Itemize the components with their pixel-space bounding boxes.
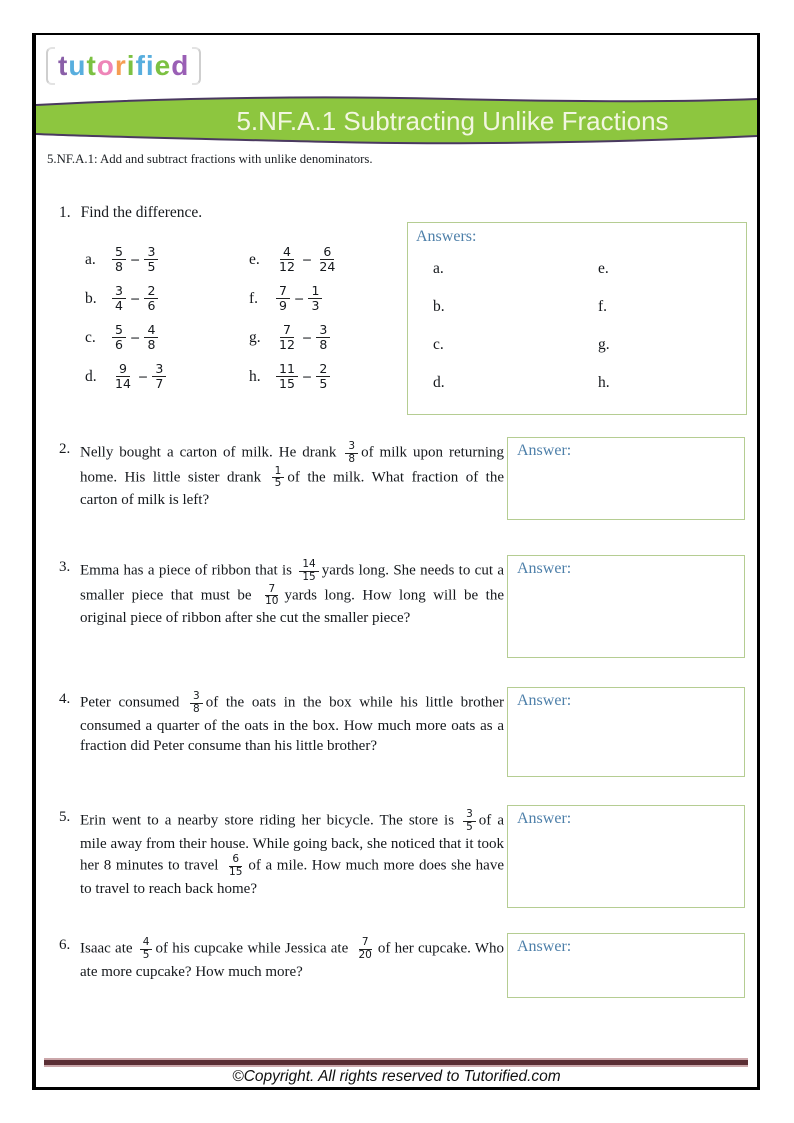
logo-letter: t — [58, 50, 69, 81]
answer-slot: c. — [433, 336, 444, 353]
fraction-numerator: 3 — [144, 245, 158, 260]
exercise-label: g. — [249, 328, 261, 346]
fraction-numerator: 6 — [229, 854, 242, 867]
answer-box — [507, 805, 745, 908]
exercise-label: c. — [85, 328, 96, 346]
logo-letter: t — [86, 50, 97, 81]
fraction-denominator: 8 — [115, 259, 123, 274]
fraction — [276, 323, 298, 352]
exercise-label: a. — [85, 250, 96, 268]
fraction-numerator: 14 — [299, 559, 318, 572]
fraction — [140, 937, 153, 962]
exercise-item — [85, 279, 249, 318]
fraction — [112, 362, 134, 391]
question-row — [59, 933, 757, 982]
exercise-expression — [112, 323, 158, 352]
exercise-item — [85, 357, 249, 396]
fraction-denominator: 5 — [142, 948, 150, 961]
question-row — [59, 687, 757, 757]
fraction-numerator: 3 — [152, 362, 166, 377]
answer-slot: g. — [598, 336, 610, 353]
logo-letter: f — [135, 50, 146, 81]
question-prompt: Find the difference. — [80, 204, 203, 221]
exercise-expression — [112, 362, 166, 391]
minus-sign: − — [301, 252, 313, 267]
question-row — [59, 555, 757, 629]
exercise-item — [249, 279, 338, 318]
answer-label: Answer: — [517, 692, 572, 709]
logo-letter: e — [154, 50, 172, 81]
fraction-numerator: 9 — [116, 362, 130, 377]
footer-divider-bar — [44, 1058, 748, 1067]
page-title: 5.NF.A.1 Subtracting Unlike Fractions — [236, 105, 669, 136]
logo-bracket-left-icon — [46, 47, 55, 85]
fraction — [316, 323, 330, 352]
fraction-numerator: 1 — [272, 466, 285, 479]
logo-letter: r — [114, 50, 127, 81]
minus-sign: − — [301, 369, 313, 384]
fraction — [144, 284, 158, 313]
fraction-denominator: 8 — [193, 702, 200, 715]
answer-label: Answer: — [517, 442, 572, 459]
fraction — [276, 362, 298, 391]
fraction-denominator: 5 — [319, 376, 328, 391]
question-number: 2. — [59, 441, 71, 457]
minus-sign: − — [129, 291, 141, 306]
answer-label: Answer: — [517, 810, 572, 827]
fraction-numerator: 11 — [276, 362, 298, 377]
fraction — [272, 466, 285, 491]
exercise-expression — [112, 284, 158, 313]
exercise-expression — [276, 284, 322, 313]
logo-letter: i — [145, 50, 155, 81]
fraction-numerator: 3 — [463, 809, 476, 822]
exercise-item — [85, 318, 249, 357]
fraction-denominator: 8 — [319, 337, 328, 352]
fraction-denominator: 8 — [147, 337, 156, 352]
exercise-expression — [276, 245, 338, 274]
question-number: 4. — [59, 691, 71, 707]
fraction — [308, 284, 322, 313]
question-text: Emma has a piece of ribbon that is $\frac{14}{15}$ yards long. She needs to cut a smaller piece that must be $\frac{7}{10}$ yards long. How long will be the original piece of ribbon after she cut the smaller piece? — [80, 558, 505, 626]
fraction-denominator: 7 — [155, 376, 164, 391]
fraction-denominator: 20 — [358, 948, 372, 961]
fraction — [144, 245, 158, 274]
fraction-numerator: 4 — [280, 245, 294, 260]
title-banner — [36, 93, 757, 149]
fraction — [316, 245, 338, 274]
answer-box — [507, 555, 745, 658]
fraction-denominator: 5 — [466, 820, 473, 833]
fraction — [276, 284, 290, 313]
exercise-item — [249, 318, 338, 357]
minus-sign: − — [301, 330, 313, 345]
minus-sign: − — [293, 291, 305, 306]
fraction-numerator: 3 — [190, 691, 203, 704]
fraction — [345, 441, 358, 466]
fraction-numerator: 7 — [276, 284, 290, 299]
fraction-denominator: 24 — [319, 259, 336, 274]
question-text: Nelly bought a carton of milk. He drank $\frac{3}{8}$ of milk upon returning home. His little sister drank $\frac{1}{5}$ of the milk. What fraction of the carton of milk is left? — [80, 440, 504, 508]
fraction-denominator: 8 — [348, 452, 356, 465]
fraction-numerator: 7 — [280, 323, 294, 338]
fraction-numerator: 3 — [345, 441, 358, 454]
fraction-numerator: 1 — [308, 284, 322, 299]
logo-letter: u — [68, 50, 87, 81]
fraction-denominator: 6 — [115, 337, 123, 352]
tutorified-logo — [46, 46, 201, 86]
fraction — [190, 691, 203, 716]
fraction-numerator: 4 — [144, 323, 158, 338]
answer-box — [507, 933, 745, 998]
fraction — [112, 284, 126, 313]
fraction-denominator: 15 — [302, 570, 316, 583]
copyright-text: ©Copyright. All rights reserved to Tutorified.com — [232, 1068, 561, 1085]
answer-slot: e. — [598, 260, 609, 277]
fraction-denominator: 14 — [115, 376, 131, 391]
standard-description: 5.NF.A.1: Add and subtract fractions with unlike denominators. — [47, 152, 373, 166]
answer-slot: b. — [433, 298, 445, 315]
fraction — [112, 323, 126, 352]
fraction-numerator: 5 — [112, 323, 126, 338]
fraction-denominator: 5 — [147, 259, 156, 274]
fraction-denominator: 15 — [279, 376, 295, 391]
exercise-label: h. — [249, 367, 261, 385]
exercise-grid — [85, 240, 338, 396]
fraction — [463, 809, 476, 834]
fraction — [112, 245, 126, 274]
minus-sign: − — [129, 252, 141, 267]
answer-slot: f. — [598, 298, 608, 315]
exercise-label: e. — [249, 250, 260, 268]
fraction-denominator: 4 — [115, 298, 123, 313]
fraction-denominator: 15 — [229, 865, 243, 878]
fraction-numerator: 2 — [144, 284, 158, 299]
logo-letter: d — [171, 50, 190, 81]
fraction — [262, 584, 281, 609]
fraction-denominator: 12 — [279, 259, 295, 274]
question-row — [59, 805, 757, 899]
fraction-denominator: 5 — [274, 477, 282, 490]
fraction-numerator: 2 — [316, 362, 330, 377]
question-1-heading — [59, 204, 202, 222]
fraction — [316, 362, 330, 391]
question-number: 3. — [59, 559, 71, 575]
answer-box — [507, 437, 745, 520]
exercise-expression — [276, 362, 330, 391]
logo-letter: i — [126, 50, 136, 81]
fraction-denominator: 9 — [279, 298, 287, 313]
question-number: 1. — [59, 204, 71, 221]
answer-slot: h. — [598, 374, 610, 391]
fraction-denominator: 6 — [147, 298, 156, 313]
fraction — [144, 323, 158, 352]
question-text: Erin went to a nearby store riding her bicycle. The store is $\frac{3}{5}$ of a mile away from their house. While going back, she noticed that it took her 8 minutes to travel $\frac{6}{15}$ of a mile. How much more does she have to travel to reach back home? — [80, 808, 504, 897]
answer-box — [507, 687, 745, 777]
answers-grid — [433, 250, 610, 402]
fraction-denominator: 3 — [311, 298, 320, 313]
question-number: 5. — [59, 809, 71, 825]
fraction-numerator: 6 — [320, 245, 334, 260]
page-border-frame — [32, 33, 760, 1090]
fraction-denominator: 10 — [265, 595, 279, 608]
answer-label: Answer: — [517, 560, 572, 577]
question-row — [59, 437, 757, 511]
fraction — [276, 245, 298, 274]
fraction-numerator: 7 — [265, 584, 278, 597]
logo-wordmark — [55, 50, 192, 82]
logo-letter: o — [96, 50, 115, 81]
minus-sign: − — [129, 330, 141, 345]
question-text: Peter consumed $\frac{3}{8}$ of the oats in the box while his little brother consumed a quarter of the oats in the box. How much more oats as a fraction did Peter consume than his little brother? — [80, 690, 504, 755]
exercise-expression — [112, 245, 158, 274]
answers-label: Answers: — [416, 228, 477, 245]
exercise-item — [249, 357, 338, 396]
logo-bracket-right-icon — [192, 47, 201, 85]
fraction-numerator: 3 — [112, 284, 126, 299]
fraction-numerator: 3 — [316, 323, 330, 338]
fraction-denominator: 12 — [279, 337, 295, 352]
fraction-numerator: 4 — [140, 937, 153, 950]
fraction-numerator: 7 — [359, 937, 372, 950]
exercise-label: f. — [249, 289, 259, 307]
answer-slot: d. — [433, 374, 445, 391]
question-text: Isaac ate $\frac{4}{5}$ of his cupcake while Jessica ate $\frac{7}{20}$ of her cupcake. Who ate more cupcake? How much more? — [80, 936, 505, 980]
minus-sign: − — [137, 369, 149, 384]
answer-label: Answer: — [517, 938, 572, 955]
fraction — [299, 559, 318, 584]
answer-slot: a. — [433, 260, 444, 277]
answers-box — [407, 222, 747, 415]
fraction-numerator: 5 — [112, 245, 126, 260]
exercise-label: b. — [85, 289, 97, 307]
exercise-item — [85, 240, 249, 279]
fraction — [226, 854, 245, 879]
exercise-label: d. — [85, 367, 97, 385]
fraction — [356, 937, 375, 962]
question-number: 6. — [59, 937, 71, 953]
exercise-item — [249, 240, 338, 279]
exercise-expression — [276, 323, 330, 352]
fraction — [152, 362, 166, 391]
